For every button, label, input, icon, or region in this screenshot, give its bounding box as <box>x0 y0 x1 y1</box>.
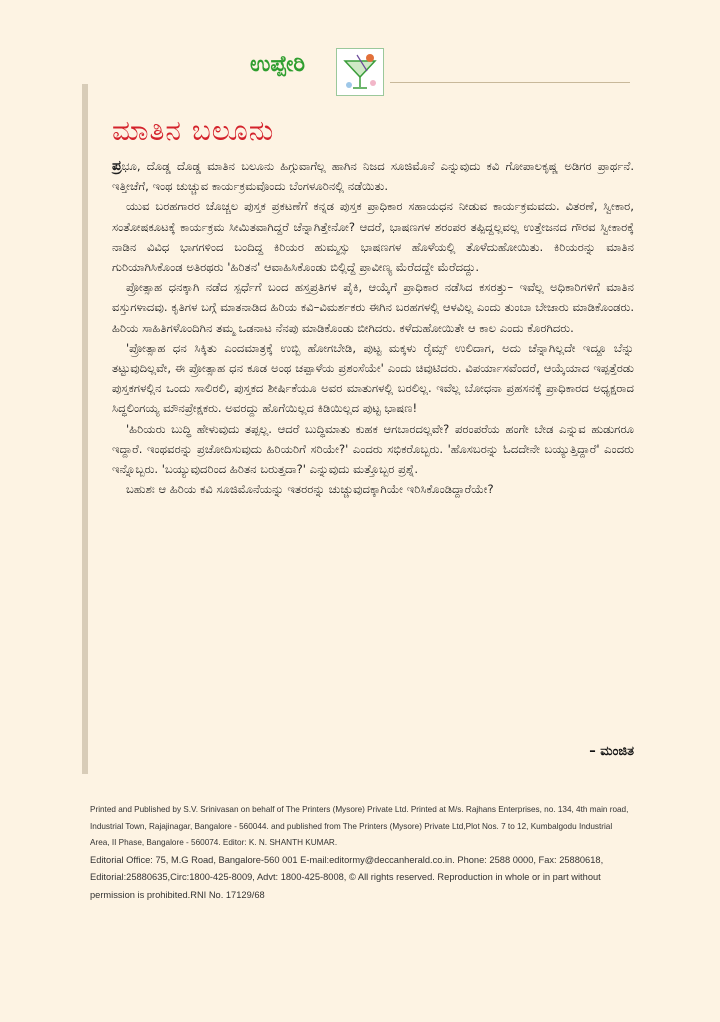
author-signature: – ಮಂಜಿತ <box>589 744 634 759</box>
article-body <box>112 156 634 499</box>
editorial-office-text: Editorial Office: 75, M.G Road, Bangalore-560 001 E-mail:editormy@deccanherald.co.in. Phone: 2588 0000, Fax: 25880618, Editorial:25880635,Circ:1800-425-8009, Advt: 1800-425-8008, © All rights reserved. Reproduction in whole or in part without permission is prohibited.RNI No. 17129/68 <box>90 854 604 900</box>
article-title: ಮಾತಿನ ಬಲೂನು <box>112 114 275 147</box>
section-header <box>250 48 630 84</box>
paragraph: ಬಹುಶಃ ಆ ಹಿರಿಯ ಕವಿ ಸೂಜಿಮೊನೆಯನ್ನು ಇತರರನ್ನು ಚುಚ್ಚುವುದಕ್ಕಾಗಿಯೇ ಇರಿಸಿಕೊಂಡಿದ್ದಾರೆಯೇ? <box>126 482 494 497</box>
publication-footer <box>90 802 630 904</box>
paragraph-text: ಭೂ, ದೊಡ್ಡ ದೊಡ್ಡ ಮಾತಿನ ಬಲೂನು ಹಿಗ್ಗುವಾಗೆಲ್ಲ ಹಾಗಿನ ನಿಜದ ಸೂಜಿಮೊನೆ ಎನ್ನುವುದು ಕವಿ ಗೋಪಾಲಕೃಷ್ಣ ಅಡಿಗರ ಪ್ರಾರ್ಥನೆ. ಇತ್ತೀಚೆಗೆ, ಇಂಥ ಚುಚ್ಚುವ ಕಾರ್ಯಕ್ರಮವೊಂದು ಬೆಂಗಳೂರಿನಲ್ಲಿ ನಡೆಯಿತು. <box>112 159 634 194</box>
paragraph: ಯುವ ಬರಹಗಾರರ ಚೊಚ್ಚಲ ಪುಸ್ತಕ ಪ್ರಕಟಣೆಗೆ ಕನ್ನಡ ಪುಸ್ತಕ ಪ್ರಾಧಿಕಾರ ಸಹಾಯಧನ ನೀಡುವ ಕಾರ್ಯಕ್ರಮವದು. ವಿತರಣೆ, ಸ್ವೀಕಾರ, ಸಂತೋಷಕೂಟಕ್ಕೆ ಕಾರ್ಯಕ್ರಮ ಸೀಮಿತವಾಗಿದ್ದರೆ ಚೆನ್ನಾಗಿತ್ತೇನೋ? ಆದರೆ, ಭಾಷಣಗಳ ಶರಂಪರ ತಪ್ಪಿದ್ದಲ್ಲವಲ್ಲ ಉತ್ತೇಜನದ ಗೌರವ ಸ್ವೀಕಾರಕ್ಕೆ ನಾಡಿನ ವಿವಿಧ ಭಾಗಗಳಿಂದ ಬಂದಿದ್ದ ಕಿರಿಯರ ಹುಮ್ಮಸ್ಸು ಭಾಷಣಗಳ ಹೊಳೆಯಲ್ಲಿ ತೊಳೆದುಹೋಯಿತು. ಕಿರಿಯರನ್ನು ಮಾತಿನ ಗುರಿಯಾಗಿಸಿಕೊಂಡ ಅತಿರಥರು 'ಹಿರಿತನ' ಆವಾಹಿಸಿಕೊಂಡು ಬಿಲ್ಲಿದ್ದೆ ಪ್ರಾವೀಣ್ಯ ಮೆರೆದದ್ದೇ ಮೆರೆದದ್ದು. <box>112 199 634 275</box>
paragraph: ಪ್ರೋತ್ಸಾಹ ಧನಕ್ಕಾಗಿ ನಡೆದ ಸ್ಪರ್ಧೆಗೆ ಬಂದ ಹಸ್ತಪ್ರತಿಗಳ ಪೈಕಿ, ಆಯ್ಕೆಗೆ ಪ್ರಾಧಿಕಾರ ನಡೆಸಿದ ಕಸರತ್ತು– ಇವೆಲ್ಲ ಅಧಿಕಾರಿಗಳಿಗೆ ಮಾತಿನ ವಸ್ತುಗಳಾದವು. ಕೃತಿಗಳ ಬಗ್ಗೆ ಮಾತನಾಡಿದ ಹಿರಿಯ ಕವಿ–ವಿಮರ್ಶಕರು ಈಗಿನ ಬರಹಗಳಲ್ಲಿ ಆಳವಿಲ್ಲ ಎಂದು ತುಂಬಾ ಬೇಜಾರು ಮಾಡಿಕೊಂಡರು. ಹಿರಿಯ ಸಾಹಿತಿಗಳೊಂದಿಗಿನ ತಮ್ಮ ಒಡನಾಟ ನೆನಪು ಮಾಡಿಕೊಂಡು ಬೀಗಿದರು. ಕಳೆದುಹೋಯಿತೇ ಆ ಕಾಲ ಎಂದು ಕೊರಗಿದರು. <box>112 280 634 335</box>
section-title: ಉಪ್ಪೇರಿ <box>250 52 306 77</box>
paragraph: 'ಪ್ರೋತ್ಸಾಹ ಧನ ಸಿಕ್ಕಿತು ಎಂದಮಾತ್ರಕ್ಕೆ ಉಬ್ಬಿ ಹೋಗಬೇಡಿ, ಪುಟ್ಟ ಮಕ್ಕಳು ರೈಮ್ಸ್ ಉಲಿದಾಗ, ಅದು ಚೆನ್ನಾಗಿಲ್ಲದೇ ಇದ್ದೂ ಬೆನ್ನು ತಟ್ಟುವುದಿಲ್ಲವೇ, ಈ ಪ್ರೋತ್ಸಾಹ ಧನ ಕೂಡ ಅಂಥ ಚಪ್ಪಾಳೆಯ ಪ್ರಶಂಸೆಯೇ' ಎಂದು ಚಿವುಟಿದರು. ವಿಪರ್ಯಾಸವೆಂದರೆ, ಆಯ್ಕೆಯಾದ ಇಪ್ಪತ್ತೆರಡು ಪುಸ್ತಕಗಳಲ್ಲಿನ ಒಂದು ಸಾಲಿರಲಿ, ಪುಸ್ತಕದ ಶೀರ್ಷಿಕೆಯೂ ಅವರ ಮಾತುಗಳಲ್ಲಿ ಬರಲಿಲ್ಲ. ಇವೆಲ್ಲ ಬೋಧನಾ ಪ್ರಹಸನಕ್ಕೆ ಪ್ರಾಧಿಕಾರದ ಅಧ್ಯಕ್ಷರಾದ ಸಿದ್ಧಲಿಂಗಯ್ಯ ಮೌನಪ್ರೇಕ್ಷಕರು. ಅವರದ್ದು ಹೊಗೆಯಿಲ್ಲದ ಕಿಡಿಯಿಲ್ಲದ ಪುಟ್ಟ ಭಾಷಣ! <box>112 340 634 416</box>
dropcap: ಪ್ರ <box>112 158 122 174</box>
imprint-text: Printed and Published by S.V. Srinivasan on behalf of The Printers (Mysore) Private Ltd. Printed at M/s. Rajhans Enterprises, no. 134, 4th main road, Industrial Town, Rajajinagar, Bangalore - 560044. and published from The Printers (Mysore) Private Ltd,Plot Nos. 7 to 12, Kumbalgodu Industrial Area, II Phase, Bangalore - 560074. Editor: K. N. SHANTH KUMAR. <box>90 805 629 847</box>
header-rule <box>390 82 630 83</box>
paragraph: 'ಹಿರಿಯರು ಬುದ್ಧಿ ಹೇಳುವುದು ತಪ್ಪಲ್ಲ. ಆದರೆ ಬುದ್ಧಿಮಾತು ಕುಹಕ ಆಗಬಾರದಲ್ಲವೇ? ಪರಂಪರೆಯ ಹಂಗೇ ಬೇಡ ಎನ್ನುವ ಹುಡುಗರೂ ಇದ್ದಾರೆ. ಇಂಥವರನ್ನು ಪ್ರಚೋದಿಸುವುದು ಹಿರಿಯರಿಗೆ ಸರಿಯೇ?' ಎಂದರು ಸಭಿಕರೊಬ್ಬರು. 'ಹೊಸಬರನ್ನು ಓದದೇನೇ ಬಯ್ಯುತ್ತಿದ್ದಾರೆ' ಎಂದರು ಇನ್ನೊಬ್ಬರು. 'ಬಯ್ಯುವುದರಿಂದ ಹಿರಿತನ ಬರುತ್ತದಾ?' ಎನ್ನುವುದು ಮತ್ತೊಬ್ಬರ ಪ್ರಶ್ನೆ. <box>112 421 634 477</box>
paragraph <box>112 156 634 196</box>
article-column <box>82 84 640 774</box>
